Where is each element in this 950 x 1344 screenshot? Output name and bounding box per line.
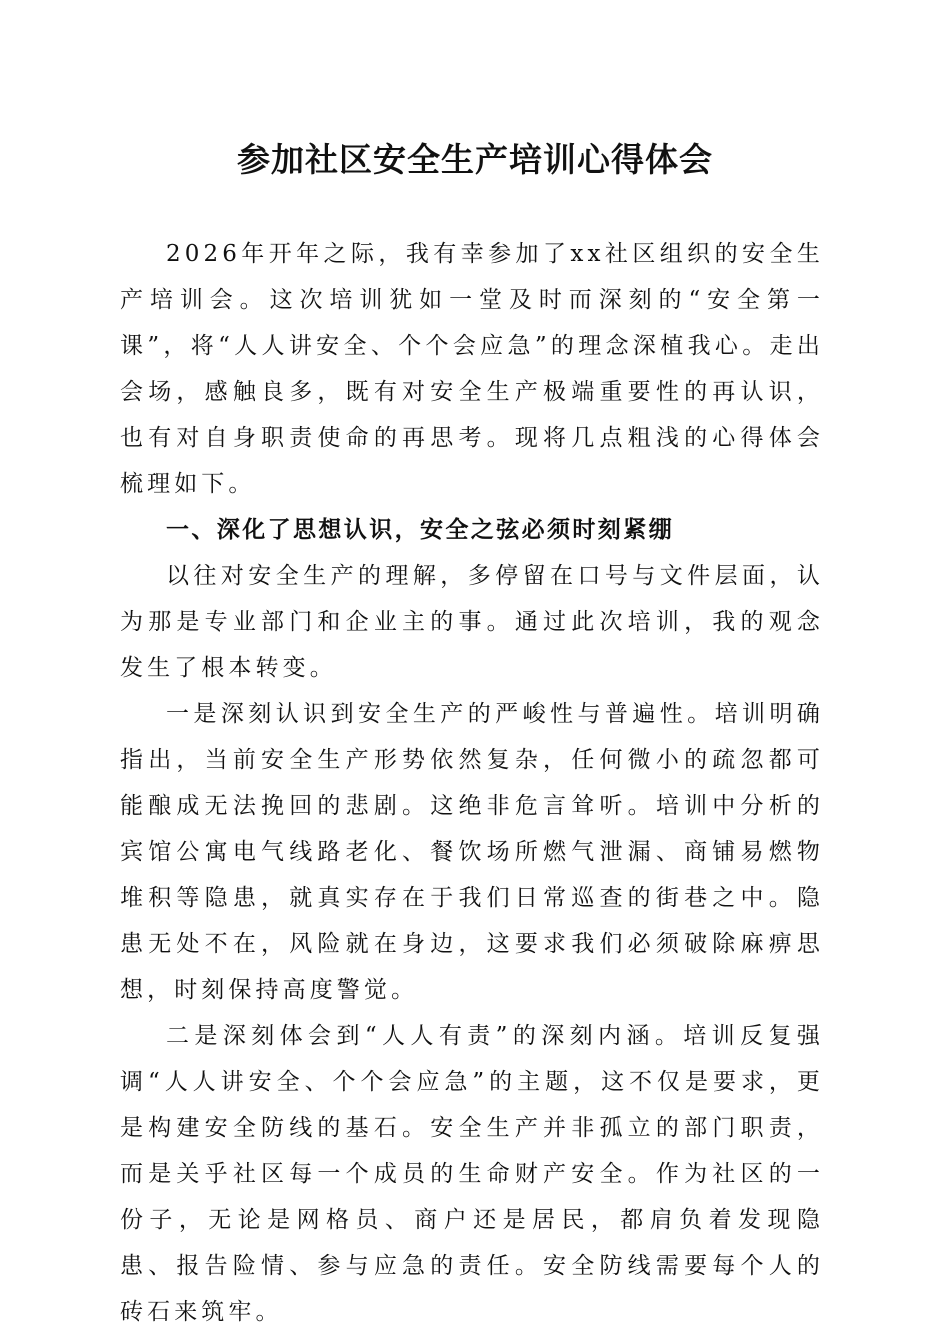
point-2-paragraph [120, 1013, 824, 1335]
point-1-lead: 一是深刻认识到安全生产的严峻性与普遍性。 [166, 701, 715, 727]
point-1-paragraph [120, 691, 824, 1013]
document-body [120, 231, 824, 1335]
section-1-paragraph: 以往对安全生产的理解，多停留在口号与文件层面，认为那是专业部门和企业主的事。通过此次培训，我的观念发生了根本转变。 [120, 563, 824, 681]
intro-paragraph: 2026年开年之际，我有幸参加了xx社区组织的安全生产培训会。这次培训犹如一堂及时而深刻的“安全第一课”，将“人人讲安全、个个会应急”的理念深植我心。走出会场，感触良多，既有对安全生产极端重要性的再认识，也有对自身职责使命的再思考。现将几点粗浅的心得体会梳理如下。 [120, 241, 824, 497]
point-2-text: 培训反复强调“人人讲安全、个个会应急”的主题，这不仅是要求，更是构建安全防线的基石。安全生产并非孤立的部门职责，而是关乎社区每一个成员的生命财产安全。作为社区的一份子，无论是网格员、商户还是居民，都肩负着发现隐患、报告险情、参与应急的责任。安全防线需要每个人的砖石来筑牢。 [120, 1023, 824, 1325]
document-title: 参加社区安全生产培训心得体会 [237, 140, 713, 179]
section-heading-1: 一、深化了思想认识，安全之弦必须时刻紧绷 [166, 517, 674, 543]
point-1-text: 培训明确指出，当前安全生产形势依然复杂，任何微小的疏忽都可能酿成无法挽回的悲剧。这绝非危言耸听。培训中分析的宾馆公寓电气线路老化、餐饮场所燃气泄漏、商铺易燃物堆积等隐患，就真实存在于我们日常巡查的街巷之中。隐患无处不在，风险就在身边，这要求我们必须破除麻痹思想，时刻保持高度警觉。 [120, 701, 824, 1003]
point-2-lead: 二是深刻体会到“人人有责”的深刻内涵。 [166, 1023, 684, 1049]
